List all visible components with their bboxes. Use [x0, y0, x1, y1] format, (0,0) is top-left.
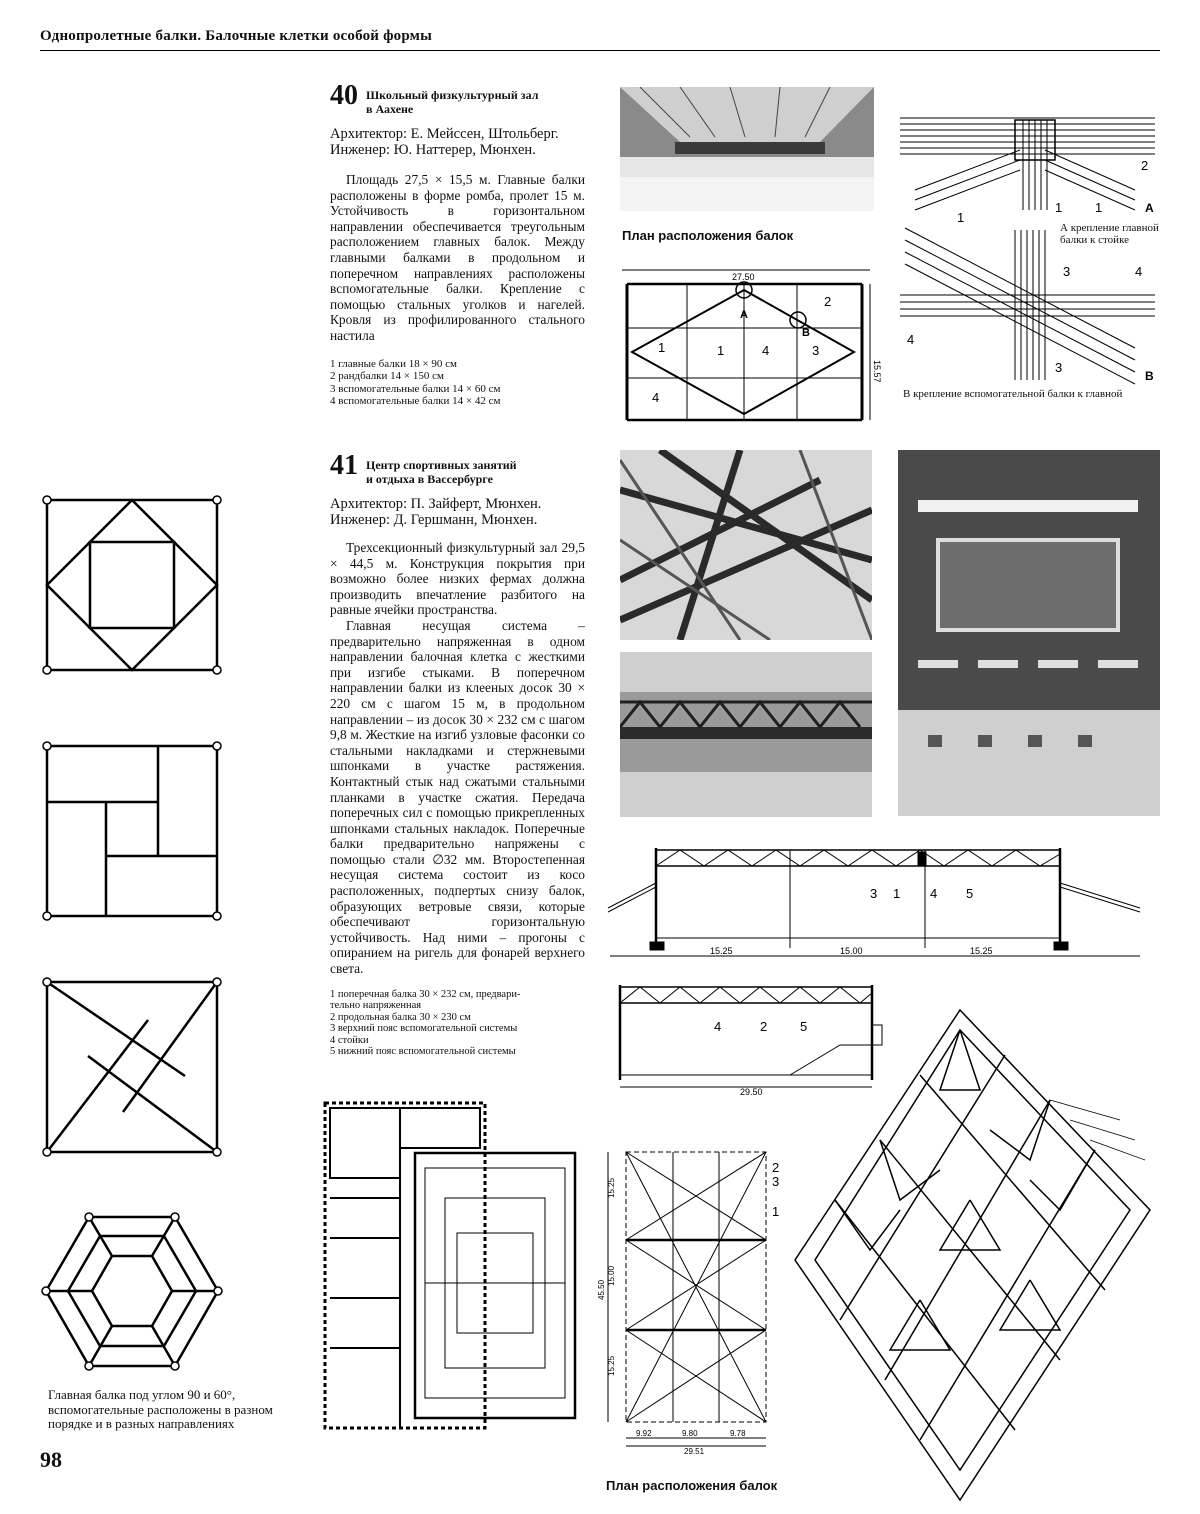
dimension-label: 15.25: [607, 1177, 616, 1198]
mark-label: B: [802, 327, 810, 339]
cross-section-drawing: [600, 838, 1160, 968]
architect-credit: Архитектор: П. Зайферт, Мюнхен.: [330, 496, 542, 512]
mark-label: 3: [1055, 360, 1063, 375]
floor-plan-drawing: [320, 1098, 590, 1438]
mark-label: 5: [800, 1019, 808, 1034]
left-column-caption: Главная балка под углом 90 и 60°, вспомогательные расположены в разном порядке и в разных направлениях: [48, 1387, 273, 1431]
photo-truss-interior: [620, 450, 872, 640]
legend-item: 1 главные балки 18 × 90 см: [330, 357, 458, 370]
legend-item: 2 продольная балка 30 × 230 см: [330, 1011, 471, 1023]
engineer-credit: Инженер: Ю. Наттерер, Мюнхен.: [330, 142, 536, 158]
dimension-label: 29.51: [684, 1447, 705, 1456]
dimension-label: 15.00: [840, 946, 863, 956]
mark-label: 2: [1141, 158, 1149, 173]
dimension-label: 9.92: [636, 1429, 652, 1438]
photo-truss-ceiling: [620, 652, 872, 817]
mark-label: 3: [812, 343, 820, 358]
legend-item: 5 нижний пояс вспомогательной системы: [330, 1046, 516, 1058]
mark-label: 1: [658, 340, 666, 355]
mark-label: 4: [714, 1019, 722, 1034]
mark-label: 4: [1135, 264, 1143, 279]
mark-label: 4: [907, 332, 915, 347]
dimension-label: 15.57: [872, 360, 882, 383]
section-title-line: и отдыха в Вассербурге: [366, 472, 493, 486]
mark-label: 3: [1063, 264, 1071, 279]
mark-label: 4: [652, 390, 660, 405]
dimension-label: 15.25: [710, 946, 733, 956]
mark-label: 3: [772, 1174, 780, 1189]
mark-label: A: [1145, 201, 1154, 215]
section-legend: [330, 989, 585, 1058]
mark-label: 3: [870, 886, 878, 901]
section-body: Площадь 27,5 × 15,5 м. Главные балки расположены в форме ромба, пролет 15 м. Устойчивость в горизонтальном направлении обеспечивается треугольным расположением главных балок. Между главными балками в продольном и поперечном направлениях расположены вспомогательные балки. Крепление с помощью стальных уголков и нагелей. Кровля из профилированного стального настила: [330, 172, 585, 343]
mark-label: 4: [762, 343, 770, 358]
diagram-square-diamond: [38, 490, 228, 690]
mark-label: 1: [893, 886, 901, 901]
diagram-pinwheel-diagonal: [38, 972, 228, 1162]
dimension-label: 27.50: [732, 272, 755, 282]
mark-label: 1: [1055, 200, 1063, 215]
section-41: [330, 452, 585, 1058]
mark-label: 1: [957, 210, 965, 225]
section-title-line: Центр спортивных занятий: [366, 458, 517, 472]
section-legend: [330, 358, 585, 408]
legend-item: 3 вспомогательные балки 14 × 60 см: [330, 382, 501, 395]
dimension-label: 15.25: [970, 946, 993, 956]
legend-item: 1 поперечная балка 30 × 232 см, предвари-: [330, 988, 521, 1000]
dimension-label: 45.50: [597, 1279, 606, 1300]
legend-item: 4 стойки: [330, 1034, 369, 1046]
dimension-label: 9.78: [730, 1429, 746, 1438]
mark-label: 1: [772, 1204, 780, 1219]
mark-label: A: [740, 309, 748, 321]
diagram-pinwheel-rect: [38, 736, 228, 926]
section-number: 40: [330, 80, 358, 111]
dimension-label: 15.00: [607, 1265, 616, 1286]
photo-hall-interior: [898, 450, 1160, 816]
header-rule: [40, 50, 1160, 51]
page-number: 98: [40, 1447, 62, 1472]
connection-a-caption: А крепление главной балки к стойке: [1060, 222, 1159, 246]
section-title-line: Школьный физкультурный зал: [366, 88, 539, 102]
mark-label: 4: [930, 886, 938, 901]
mark-label: 2: [824, 294, 832, 309]
legend-item: 2 рандбалки 14 × 150 см: [330, 370, 444, 383]
connection-b-caption: В крепление вспомогательной балки к главной: [903, 388, 1123, 400]
section-body-paragraph: Трехсекционный физкультурный зал 29,5 × 44,5 м. Конструкция покрытия при возможно более низких фермах должна производить впечатление разбитого на равные ячейки пространства.: [330, 540, 585, 618]
mark-label: 5: [966, 886, 974, 901]
photo-gym-ceiling: [620, 87, 874, 211]
dimension-label: 15.25: [607, 1355, 616, 1376]
diagram-hexagon: [38, 1204, 228, 1384]
plan-caption-40: План расположения балок: [622, 228, 794, 243]
dimension-label: 29.50: [740, 1087, 763, 1097]
section-40: [330, 82, 585, 408]
engineer-credit: Инженер: Д. Гершманн, Мюнхен.: [330, 512, 538, 528]
section-number: 41: [330, 450, 358, 481]
mark-label: 2: [760, 1019, 768, 1034]
section-body-paragraph: Главная несущая система – предварительно напряженная в одном направлении балочная клетка с жесткими при изгибе стыками. В поперечном направлении балки из клееных досок 30 × 220 см с шагом 15 м, в продольном направлении – из досок 30 × 232 см с шагом 9,8 м. Жесткие на изгиб узловые фасонки со стальными накладками и стержневыми шпонками в участке растяжения. Контактный стык над сжатыми стальными планками в участке сжатия. Передача поперечных сил с помощью прикрепленных шпонками стальных накладок. Поперечные балки предварительно напряжены с помощью стали ∅32 мм. Второстепенная несущая система состоит из косо расположенных, подпертых снизу балок, образующих ветровые связи, которые обеспечивают горизонтальную устойчивость. Над ними – прогоны с опиранием на ригель для фонарей верхнего света.: [330, 617, 585, 977]
dimension-label: 9.80: [682, 1429, 698, 1438]
mark-label: 2: [772, 1160, 780, 1175]
beam-plan-drawing: [596, 1140, 796, 1460]
legend-item: 4 вспомогательные балки 14 × 42 см: [330, 395, 501, 408]
section-title-line: в Аахене: [366, 102, 414, 116]
architect-credit: Архитектор: Е. Мейссен, Штольберг.: [330, 126, 559, 142]
axonometric-drawing: [790, 1000, 1160, 1510]
mark-label: 1: [1095, 200, 1103, 215]
legend-item: 3 верхний пояс вспомогательной системы: [330, 1023, 518, 1035]
mark-label: 1: [717, 343, 725, 358]
legend-item: тельно напряженная: [330, 1000, 422, 1012]
plan-drawing-40: [612, 260, 882, 430]
mark-label: B: [1145, 369, 1154, 383]
plan-caption-41: План расположения балок: [606, 1478, 778, 1493]
running-title: Однопролетные балки. Балочные клетки особой формы: [40, 28, 433, 44]
